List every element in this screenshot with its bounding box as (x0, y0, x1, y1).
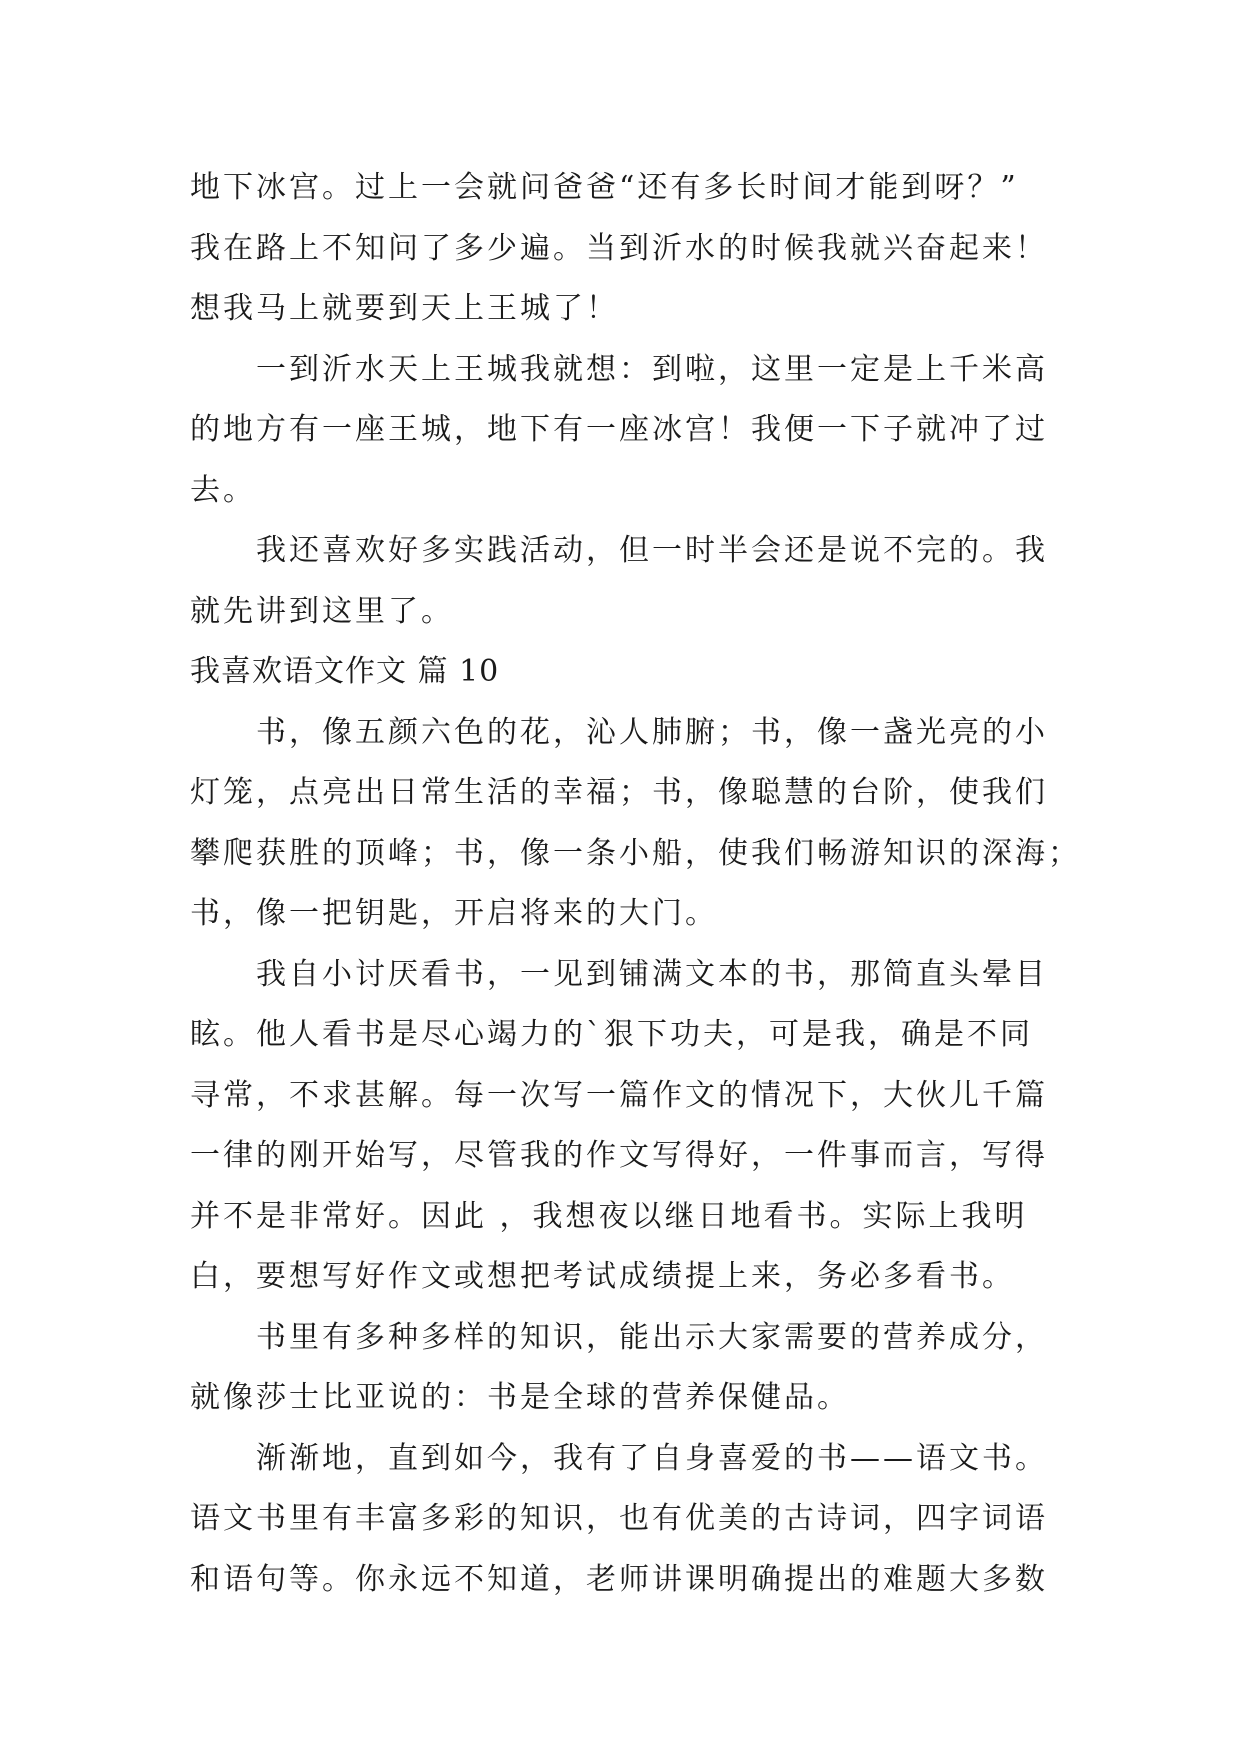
text-line: 想我马上就要到天上王城了！ (190, 291, 619, 326)
paragraph-start-line: 渐渐地，直到如今，我有了自身喜爱的书——语文书。 (256, 1440, 1048, 1476)
text-line: 一律的刚开始写，尽管我的作文写得好，一件事而言，写得 (190, 1138, 1048, 1173)
text-line: 攀爬获胜的顶峰；书，像一条小船，使我们畅游知识的深海； (190, 835, 1081, 871)
text-line: 去。 (190, 472, 256, 508)
text-line: 我在路上不知问了多少遍。当到沂水的时候我就兴奋起来！ (190, 230, 1048, 266)
text-line: 的地方有一座王城，地下有一座冰宫！我便一下子就冲了过 (190, 412, 1048, 447)
document-body (190, 158, 1081, 1610)
text-line: 寻常，不求甚解。每一次写一篇作文的情况下，大伙儿千篇 (190, 1077, 1048, 1113)
paragraph-start-line: 书，像五颜六色的花，沁人肺腑；书，像一盏光亮的小 (256, 714, 1048, 750)
text-line: 语文书里有丰富多彩的知识，也有优美的古诗词，四字词语 (190, 1501, 1048, 1536)
text-line: 就像莎士比亚说的：书是全球的营养保健品。 (190, 1380, 850, 1415)
text-line: 就先讲到这里了。 (190, 593, 454, 629)
text-line: 灯笼，点亮出日常生活的幸福；书，像聪慧的台阶，使我们 (190, 775, 1048, 810)
paragraph-start-line: 我还喜欢好多实践活动，但一时半会还是说不完的。我 (256, 533, 1048, 568)
text-line: 和语句等。你永远不知道，老师讲课明确提出的难题大多数 (190, 1561, 1048, 1597)
paragraph-start-line: 我自小讨厌看书，一见到铺满文本的书，那简直头晕目 (256, 956, 1048, 992)
text-line: 眩。他人看书是尽心竭力的`狠下功夫，可是我，确是不同 (190, 1017, 1033, 1052)
text-line: 并不是非常好。因此 ，我想夜以继日地看书。实际上我明 (190, 1198, 1028, 1234)
text-line: 地下冰宫。过上一会就问爸爸“还有多长时间才能到呀？” (190, 170, 1019, 205)
paragraph-start-line: 一到沂水天上王城我就想：到啦，这里一定是上千米高 (256, 351, 1048, 387)
text-line: 白，要想写好作文或想把考试成绩提上来，务必多看书。 (190, 1259, 1015, 1294)
section-heading: 我喜欢语文作文 篇 10 (190, 654, 500, 689)
text-line: 书，像一把钥匙，开启将来的大门。 (190, 896, 718, 931)
paragraph-start-line: 书里有多种多样的知识，能出示大家需要的营养成分， (256, 1319, 1048, 1355)
